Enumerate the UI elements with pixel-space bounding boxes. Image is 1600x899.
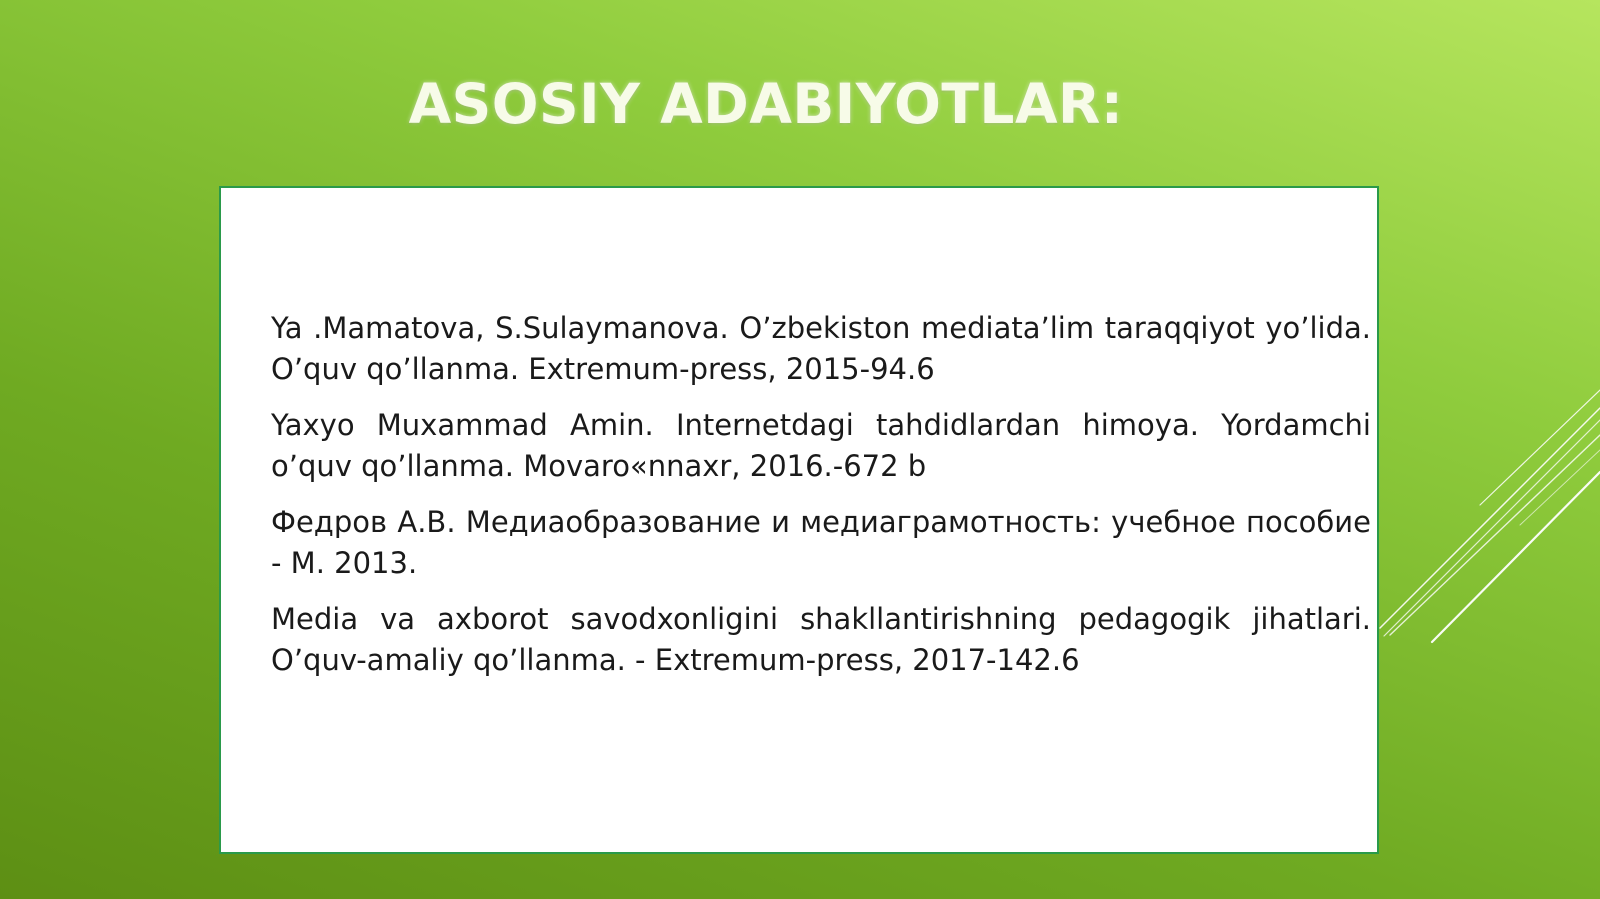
decorative-diagonal-lines-icon (1370, 380, 1600, 660)
slide-title: ASOSIY ADABIYOTLAR: (408, 72, 1124, 136)
reference-item-2: Yaxyo Muxammad Amin. Internetdagi tahdidlardan himoya. Yordamchi o’quv qo’llanma. Movaro«nnaxr, 2016.-672 b (271, 408, 1371, 483)
references-box (219, 186, 1379, 854)
reference-item-3: Федров А.В. Медиаобразование и медиаграмотность: учебное пособие - М. 2013. (271, 505, 1371, 580)
reference-item-4: Media va axborot savodxonligini shakllantirishning pedagogik jihatlari. O’quv-amaliy qo’llanma. - Extremum-press, 2017-142.6 (271, 602, 1371, 677)
reference-item-1: Ya .Mamatova, S.Sulaymanova. O’zbekiston mediata’lim taraqqiyot yo’lida. O’quv qo’llanma. Extremum-press, 2015-94.6 (271, 311, 1371, 386)
references-list (271, 308, 1371, 696)
